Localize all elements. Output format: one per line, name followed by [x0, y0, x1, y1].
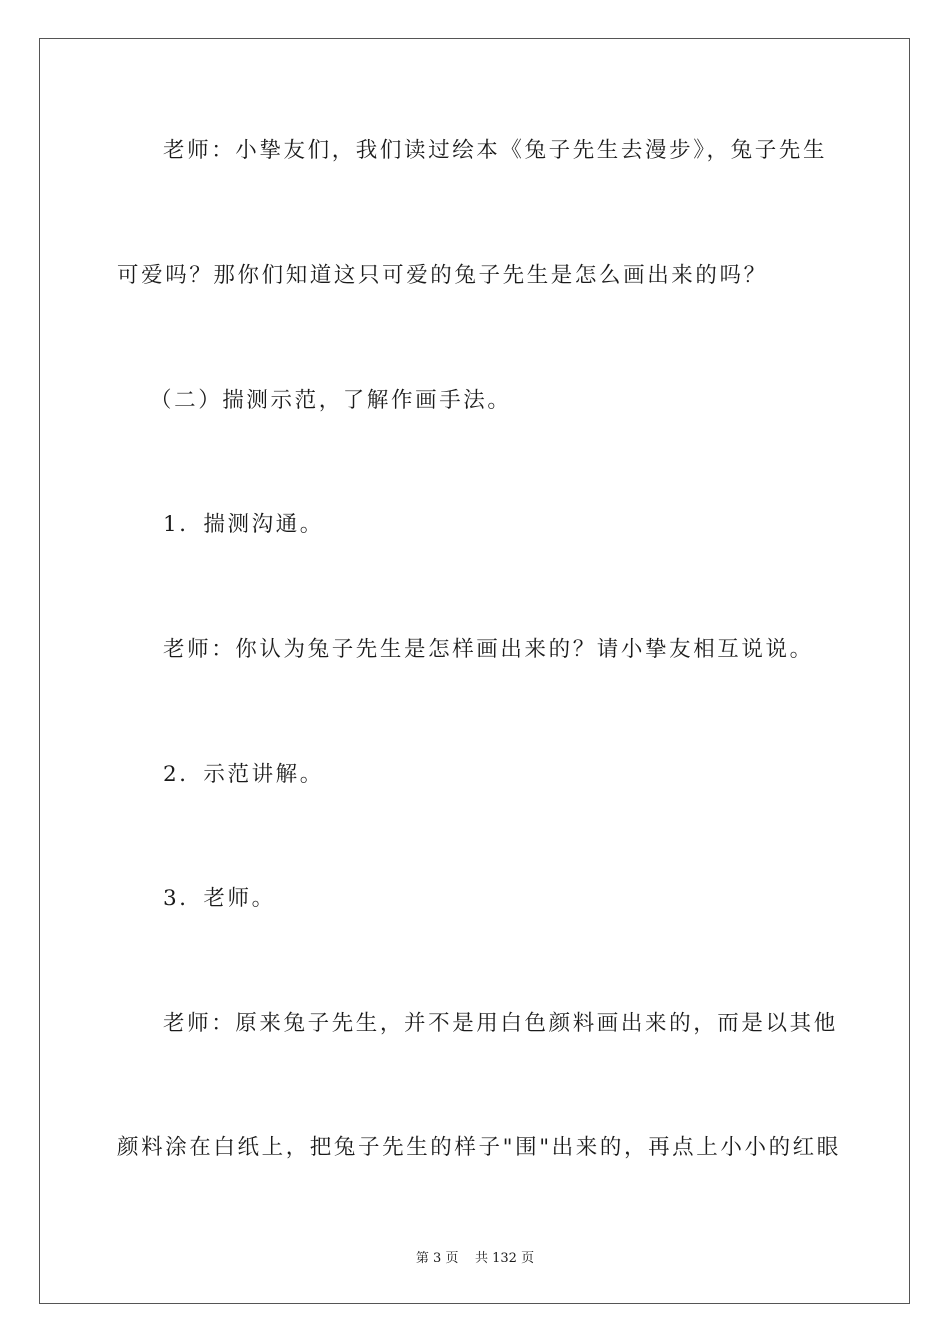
text-line: 老师：你认为兔子先生是怎样画出来的？请小挚友相互说说。	[163, 637, 814, 662]
text-line: 颜料涂在白纸上，把兔子先生的样子"围"出来的，再点上小小的红眼	[117, 1135, 841, 1160]
list-item: 2．示范讲解。	[163, 762, 324, 787]
text-line: 可爱吗？那你们知道这只可爱的兔子先生是怎么画出来的吗？	[117, 263, 768, 288]
page-frame	[39, 38, 910, 1304]
list-item: 1．揣测沟通。	[163, 512, 324, 537]
section-heading: （二）揣测示范，了解作画手法。	[150, 388, 512, 413]
list-item: 3．老师。	[163, 886, 276, 911]
text-line: 老师：原来兔子先生，并不是用白色颜料画出来的，而是以其他	[163, 1011, 838, 1036]
text-line: 老师：小挚友们，我们读过绘本《兔子先生去漫步》，兔子先生	[163, 138, 828, 163]
page-footer: 第 3 页 共 132 页	[415, 1251, 535, 1266]
